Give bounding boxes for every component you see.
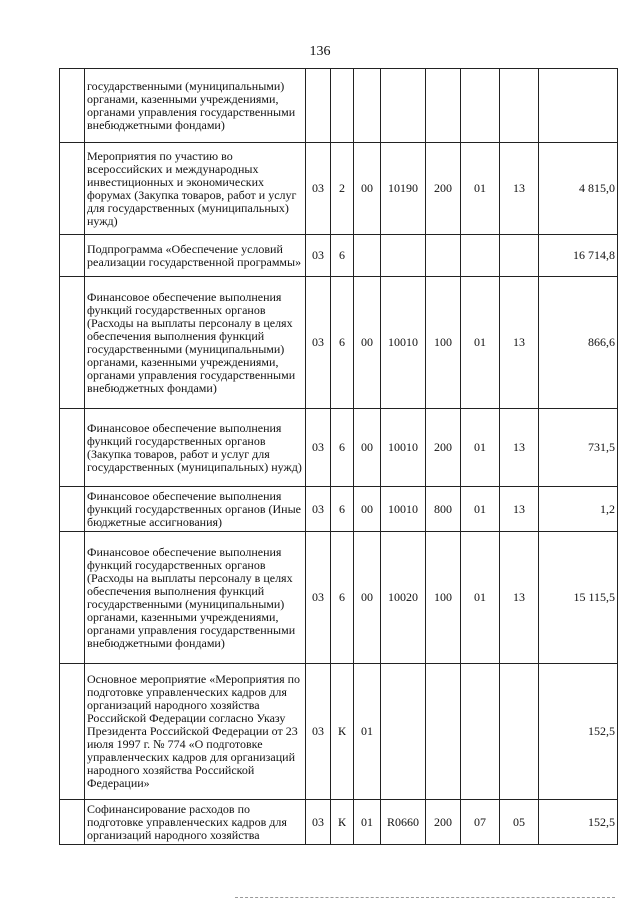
code-cell: 13: [500, 409, 539, 487]
code-cell: 6: [331, 277, 354, 409]
code-cell: 01: [461, 143, 500, 235]
amount-cell: 1,2: [539, 487, 618, 532]
table-row: [60, 235, 618, 277]
blank-cell: [60, 409, 85, 487]
code-cell: 10010: [381, 409, 426, 487]
row-name: Софинансирование расходов по подготовке управленческих кадров для организаций народного хозяйства: [85, 800, 306, 845]
code-cell: 05: [500, 800, 539, 845]
table-row: [60, 409, 618, 487]
code-cell: [500, 235, 539, 277]
code-cell: 03: [306, 409, 331, 487]
table-row: [60, 487, 618, 532]
blank-cell: [60, 487, 85, 532]
row-name: Мероприятия по участию во всероссийских и международных инвестиционных и экономических форумах (Закупка товаров, работ и услуг для государственных (муниципальных) нужд): [85, 143, 306, 235]
code-cell: 01: [461, 409, 500, 487]
code-cell: 01: [461, 532, 500, 664]
code-cell: 100: [426, 277, 461, 409]
code-cell: 13: [500, 487, 539, 532]
code-cell: [381, 69, 426, 143]
code-cell: 2: [331, 143, 354, 235]
code-cell: 03: [306, 277, 331, 409]
blank-cell: [60, 235, 85, 277]
code-cell: [500, 69, 539, 143]
amount-cell: 866,6: [539, 277, 618, 409]
code-cell: 13: [500, 143, 539, 235]
row-name: Подпрограмма «Обеспечение условий реализации государственной программы»: [85, 235, 306, 277]
blank-cell: [60, 800, 85, 845]
code-cell: [461, 664, 500, 800]
code-cell: К: [331, 664, 354, 800]
scan-edge-line: [235, 897, 615, 898]
code-cell: 01: [461, 487, 500, 532]
code-cell: 200: [426, 143, 461, 235]
table-row: [60, 664, 618, 800]
blank-cell: [60, 143, 85, 235]
blank-cell: [60, 664, 85, 800]
amount-cell: 4 815,0: [539, 143, 618, 235]
code-cell: [381, 235, 426, 277]
code-cell: 03: [306, 664, 331, 800]
code-cell: [381, 664, 426, 800]
row-name: Основное мероприятие «Мероприятия по подготовке управленческих кадров для организаций народного хозяйства Российской Федерации согласно Указу Президента Российской Федерации от 23 июля 1997 г. № 774 «О подготовке управленческих кадров для организаций народного хозяйства Российской Федерации»: [85, 664, 306, 800]
row-name: Финансовое обеспечение выполнения функций государственных органов (Закупка товаров, работ и услуг для государственных (муниципальных) нужд): [85, 409, 306, 487]
code-cell: 03: [306, 235, 331, 277]
code-cell: 200: [426, 800, 461, 845]
code-cell: [306, 69, 331, 143]
code-cell: 100: [426, 532, 461, 664]
code-cell: 6: [331, 487, 354, 532]
code-cell: 01: [354, 800, 381, 845]
code-cell: [354, 235, 381, 277]
code-cell: 03: [306, 800, 331, 845]
code-cell: 10190: [381, 143, 426, 235]
table-row: [60, 143, 618, 235]
code-cell: 07: [461, 800, 500, 845]
code-cell: 01: [354, 664, 381, 800]
amount-cell: 731,5: [539, 409, 618, 487]
code-cell: [500, 664, 539, 800]
page-number: 136: [309, 44, 331, 59]
code-cell: 6: [331, 409, 354, 487]
code-cell: 800: [426, 487, 461, 532]
code-cell: 13: [500, 277, 539, 409]
amount-cell: 152,5: [539, 664, 618, 800]
row-name: Финансовое обеспечение выполнения функций государственных органов (Иные бюджетные ассигнования): [85, 487, 306, 532]
code-cell: 6: [331, 532, 354, 664]
code-cell: 00: [354, 143, 381, 235]
code-cell: 6: [331, 235, 354, 277]
code-cell: 13: [500, 532, 539, 664]
code-cell: [331, 69, 354, 143]
code-cell: [426, 664, 461, 800]
code-cell: 00: [354, 277, 381, 409]
amount-cell: 15 115,5: [539, 532, 618, 664]
amount-cell: 16 714,8: [539, 235, 618, 277]
table-row: [60, 277, 618, 409]
code-cell: 03: [306, 143, 331, 235]
code-cell: [461, 235, 500, 277]
code-cell: 03: [306, 487, 331, 532]
code-cell: R0660: [381, 800, 426, 845]
blank-cell: [60, 277, 85, 409]
code-cell: 200: [426, 409, 461, 487]
row-name: Финансовое обеспечение выполнения функций государственных органов (Расходы на выплаты персоналу в целях обеспечения выполнения функций государственными (муниципальными) органами, казенными учреждениями, органами управления государственными внебюджетными фондами): [85, 532, 306, 664]
code-cell: 00: [354, 532, 381, 664]
amount-cell: [539, 69, 618, 143]
code-cell: 10020: [381, 532, 426, 664]
table-row: [60, 800, 618, 845]
code-cell: 01: [461, 277, 500, 409]
code-cell: 03: [306, 532, 331, 664]
table-row: [60, 532, 618, 664]
blank-cell: [60, 532, 85, 664]
code-cell: 00: [354, 409, 381, 487]
row-name: Финансовое обеспечение выполнения функций государственных органов (Расходы на выплаты персоналу в целях обеспечения выполнения функций государственными (муниципальными) органами, казенными учреждениями, органами управления государственными внебюджетных фондами): [85, 277, 306, 409]
code-cell: [426, 69, 461, 143]
row-name: государственными (муниципальными) органами, казенными учреждениями, органами управления государственными внебюджетными фондами): [85, 69, 306, 143]
code-cell: [461, 69, 500, 143]
table-row: [60, 69, 618, 143]
code-cell: К: [331, 800, 354, 845]
code-cell: 00: [354, 487, 381, 532]
code-cell: 10010: [381, 277, 426, 409]
code-cell: [354, 69, 381, 143]
code-cell: [426, 235, 461, 277]
amount-cell: 152,5: [539, 800, 618, 845]
blank-cell: [60, 69, 85, 143]
code-cell: 10010: [381, 487, 426, 532]
budget-table: [59, 68, 618, 845]
